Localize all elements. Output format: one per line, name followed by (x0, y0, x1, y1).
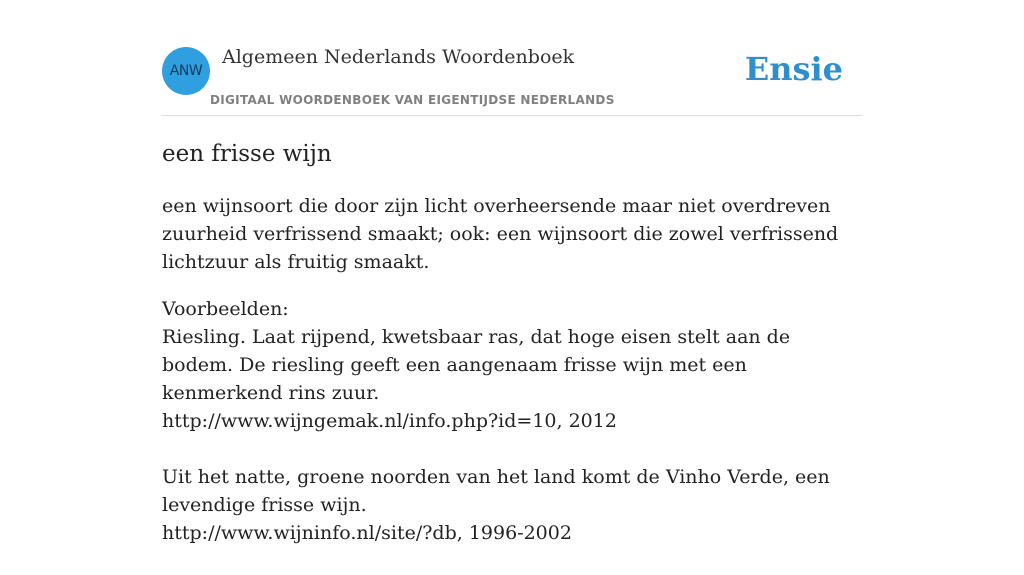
example-source: http://www.wijninfo.nl/site/?db, 1996-2002 (162, 522, 572, 544)
site-subtitle: DIGITAAL WOORDENBOEK VAN EIGENTIJDSE NEDERLANDS (210, 93, 615, 107)
example-text: Uit het natte, groene noorden van het land komt de Vinho Verde, een levendige frisse wijn. (162, 466, 830, 516)
dictionary-entry (162, 138, 862, 575)
entry-headword: een frisse wijn (162, 141, 332, 167)
anw-logo[interactable] (162, 47, 210, 95)
examples-label: Voorbeelden: (162, 298, 289, 320)
example-item (162, 323, 862, 435)
example-text: Riesling. Laat rijpend, kwetsbaar ras, dat hoge eisen stelt aan de bodem. De riesling geeft een aangenaam frisse wijn met een kenmerkend rins zuur. (162, 326, 791, 404)
page-container (162, 0, 862, 544)
logo-text: ANW (169, 63, 203, 79)
example-item (162, 463, 862, 547)
example-source: http://www.wijngemak.nl/info.php?id=10, 2012 (162, 410, 617, 432)
site-header (162, 0, 862, 116)
entry-definition: een wijnsoort die door zijn licht overheersende maar niet overdreven zuurheid verfrissend smaakt; ook: een wijnsoort die zowel verfrissend lichtzuur als fruitig smaakt. (162, 195, 839, 273)
ensie-brand-link[interactable]: Ensie (744, 50, 843, 88)
site-title[interactable]: Algemeen Nederlands Woordenboek (222, 46, 575, 68)
